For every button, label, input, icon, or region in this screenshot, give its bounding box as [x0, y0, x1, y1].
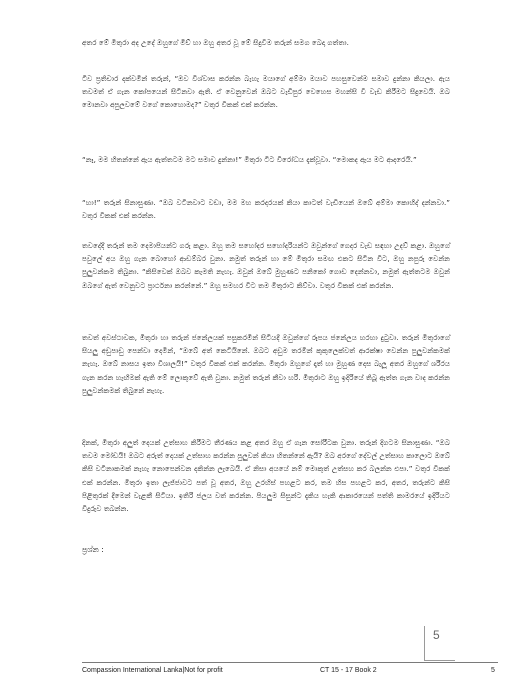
question-label: ප්‍රශ්න : — [82, 545, 104, 554]
footer-page-number: 5 — [491, 667, 495, 674]
page-number-box-value: 5 — [433, 628, 440, 642]
paragraph-3: “නෑ, මම හිතන්නේ ඇය ඇත්තටම මට සමාව දුන්නා!” මිතුරා ටිට විරෝධය දැක්වූවා. “මොකද ඇය මට ආදරෙයි.” — [82, 155, 417, 164]
footer-organization: Compassion International Lanka|Not for profit — [82, 667, 223, 674]
paragraph-7: දිනක්, මිතුරා අලුත් දෙයක් උත්සාහ කිරීමට තීරණය කළ අතර ඔහු ඒ ගැන සෝරීටක වුනා. තරුන් දිගටම සිනාසුණා. “ඔබ තවම මෝඩයි! ඔබට අරුත් දෙයක් උත්සාහ කරන්න පුලුවන් කියා හිතන්නේ ඇයි? ඔබ අරගේ දේවල් උත්සාහ කාලොට ඔබේ කිසි වටිනාකමක් නැහැ නොපෙන්වන දකින්න ලැබෙයි. ඒ නිසා අයයේ නම් මොකුත් උත්සහ කර බලන්න එපා.” වතුර විකක් එක් කරන්න. මිතුරා ඉතා ලැජ්ජාවට පත් වූ අතර, ඔහු උරහිස් පහළට කර, තම හිස පහළට කර, අතර, තරුන්ට කිසි පිළිතුරක් දීමෙන් වැළකී සිටියා. ඉතිරි ජලය වත් කරන්න. පියලුම සිසුන්ට දැකිය හැකි ආකාරයෙන් පත්ති කාමරයේ ඉදිරියට විදුරුව තබන්න. — [82, 438, 450, 514]
footer-book-code: CT 15 - 17 Book 2 — [320, 667, 377, 674]
paragraph-6: තවත් අවස්ථාවක, මිතුරා හා තරුන් ජනේලයක් පසුකරමින් සිටියදී ඔවුන්ගේ රූපය ජනේලය හරහා දුටුවා. තරුන් මිතුරාගේ සියලු අඩුපාඩු පෙන්වා දෙමින්, “ඔබේ අත් කෙටියිනේ. ඔබට අඩුම තරමින් කුකුලෙක්වත් ආරක්ෂා වෙන්න පුලුවන්කමක් නැහැ. ඔබේ නාසය ඉතා විශාලයි!” වතුර විකක් එක් කරන්න. මිතුරා ඔහුගේ දෑත් හා මුහුණ දෙස බැලූ අතර ඔහුගේ ශරීරය ගැන කරන හැඟීමක් ඇති මේ ලොකුවේ ඇති වුනා. නමුත් තරුන් කීවා හරි. මිතුරාට ඔහු ඉදිරියේ තිබූ ඇත්ත ගැන වාද කරන්න පුලුවන්කමක් තිබුනේ නැහැ. — [82, 333, 450, 395]
paragraph-2: ටිව ප්‍රතිචාර දක්වමින් තරුන්, “ඔව විශ්වාස කරන්න බැහැ මයාගේ අම්මා මයාව පහසුවෙන්ම සමාව දුන්නා කියලා. ඇය තවමත් ඒ ගැන කෝපයෙන් සිටිනවා ඇති. ඒ වෙනුවෙන් ඔබට වැඩිපුර වෙහෙස මහන්සි වී වැඩ කිරීමට සිදුවෙයි. ඔබ මොනවා අපුලවමේ වගේ කොහොමද?” වතුර විකක් එක් කරන්න. — [82, 74, 450, 110]
footer-divider — [82, 662, 498, 663]
paragraph-1: අතර මේ මිතුරා අද උදේ ඔහුගේ මිච් හා ඔහු අතර වූ මේ සිදුවීම තරුන් සමග බෙදා ගත්තා. — [82, 38, 349, 47]
paragraph-5: තවදේදී තරුන් තම දෙමාපියන්ට ගරු කළා. ඔහු තම සහෝදර සහෝදරියන්ට ඔවුන්ගේ ගෙදර වැඩ සඳහා උදව් කළා. ඔහුගේ පවුලේ අය ඔහු ගැන බොහෝ ආඩම්බර වුනා. නමුත් තරුන් හා මේ මිතුරා සමඟ එකට සිටින විට, ඔහු නපුරු වෙන්න පුලුවන්කම තිබුනා. “කිසිවෙක් ඔබව කැමති නැහැ. ඔවුන් ඔබේ මුහුණට පනිකෝ ගොඩ දෙන්නවා, නමුත් ඇත්තටම ඔවුන් ඔබගේ ඇත් වෙනුවට ප්‍රාර්ථනා කරන්නේ.” ඔහු සමහර විට තම මිතුරාට කිව්වා. වතුර විකක් එක් කරන්න. — [82, 241, 450, 290]
paragraph-4: “හා!” තරුන් සිනාසුණා. “ඔබ වටිනවාට වඩා, මම මහ කරදරයක් කියා කාටත් වැඩියෙන් ඔබේ අම්මා කොහිද් දන්නවා.” වතුර විකක් එක් කරන්න. — [82, 198, 450, 221]
